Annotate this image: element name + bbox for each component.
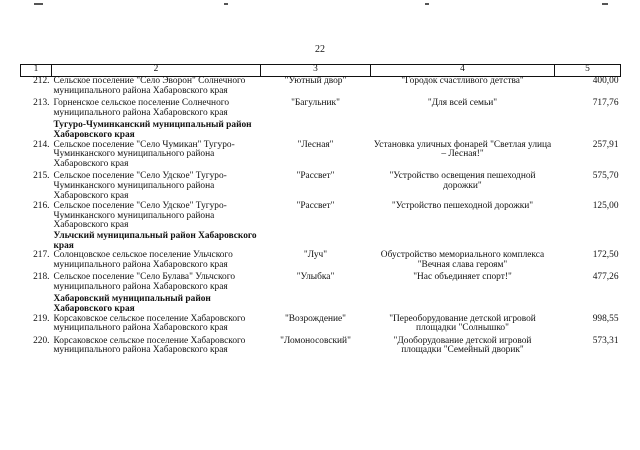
row-number: 212.	[33, 76, 50, 86]
settlement-name: Сельское поселение "Село Удское" Тугуро-Чуминканского муниципального района Хабаровского края	[53, 201, 227, 231]
project-name: "Уютный двор"	[284, 76, 347, 86]
project-name: "Рассвет"	[296, 171, 335, 182]
table-row	[21, 251, 621, 273]
amount: 400,00	[592, 76, 619, 86]
district-heading-row	[21, 232, 621, 251]
amount: 998,55	[592, 313, 619, 324]
page-number: 22	[315, 44, 325, 55]
scan-mark	[602, 3, 608, 5]
projects-table	[20, 64, 621, 359]
project-name: "Возрождение"	[284, 313, 347, 324]
project-title: Обустройство мемориального комплекса "Вечная слава героям"	[380, 250, 545, 270]
row-number: 213.	[33, 98, 50, 109]
row-number: 218.	[33, 272, 50, 283]
project-title: "Устройство освещения пешеходной дорожки"	[389, 171, 536, 191]
table-row	[21, 202, 621, 232]
district-heading-row	[21, 121, 621, 140]
scan-mark	[34, 3, 43, 5]
column-header: 5	[555, 65, 621, 77]
amount: 575,70	[592, 171, 619, 182]
project-title: "Устройство пешеходной дорожки"	[391, 201, 534, 212]
project-title: "Для всей семьи"	[427, 98, 498, 109]
row-number: 215.	[33, 171, 50, 182]
empty-cell	[261, 232, 621, 251]
column-header: 1	[21, 65, 52, 77]
project-title: "Дооборудование детской игровой площадки "Семейный дворик"	[393, 335, 532, 356]
settlement-name: Солонцовское сельское поселение Ульчского муниципального района Хабаровского края	[53, 250, 233, 270]
table-row	[21, 273, 621, 295]
empty-cell	[261, 121, 621, 140]
amount: 477,26	[592, 272, 619, 283]
row-number: 214.	[33, 139, 50, 150]
project-name: "Рассвет"	[296, 201, 335, 212]
settlement-name: Сельское поселение "Село Булава" Ульчского муниципального района Хабаровского края	[53, 272, 236, 292]
project-title: "Городок счастливого детства"	[401, 76, 524, 86]
project-title: "Нас объединяет спорт!"	[413, 272, 512, 283]
empty-cell	[21, 121, 52, 140]
table-row	[21, 315, 621, 337]
project-name: "Лесная"	[297, 139, 334, 150]
empty-cell	[261, 295, 621, 314]
district-heading: Хабаровский муниципальный район Хабаровского края	[53, 294, 211, 315]
amount: 573,31	[592, 335, 619, 346]
table-row	[21, 99, 621, 121]
district-heading-row	[21, 295, 621, 314]
settlement-name: Горненское сельское поселение Солнечного муниципального района Хабаровского края	[53, 98, 230, 118]
table-row	[21, 337, 621, 359]
amount: 125,00	[592, 201, 619, 212]
project-name: "Багульник"	[291, 98, 340, 109]
project-name: "Луч"	[303, 250, 328, 261]
settlement-name: Сельское поселение "Село Эворон" Солнечного муниципального района Хабаровского края	[53, 76, 246, 96]
row-number: 220.	[33, 335, 50, 346]
district-heading: Тугуро-Чуминканский муниципальный район Хабаровского края	[53, 120, 252, 140]
scan-mark	[425, 3, 429, 5]
project-name: "Ломоносовский"	[280, 335, 351, 346]
column-header: 4	[371, 65, 555, 77]
row-number: 219.	[33, 313, 50, 324]
amount: 172,50	[592, 250, 619, 261]
table-row	[21, 77, 621, 100]
row-number: 216.	[33, 201, 50, 212]
settlement-name: Сельское поселение "Село Чумикан" Тугуро-Чуминканского муниципального района Хабаровского края	[53, 139, 235, 169]
settlement-name: Корсаковское сельское поселение Хабаровского муниципального района Хабаровского края	[53, 335, 246, 356]
column-header: 3	[261, 65, 371, 77]
empty-cell	[21, 232, 52, 251]
table-header-row	[21, 65, 621, 77]
district-heading: Ульчский муниципальный район Хабаровского края	[53, 230, 257, 251]
table-row	[21, 172, 621, 202]
project-title: "Переоборудование детской игровой площадки "Солнышко"	[389, 313, 536, 334]
project-name: "Улыбка"	[296, 272, 335, 283]
project-title: Установка уличных фонарей "Светлая улица – Лесная!"	[373, 139, 552, 160]
amount: 257,91	[592, 139, 619, 150]
empty-cell	[21, 295, 52, 314]
column-header: 2	[52, 65, 261, 77]
row-number: 217.	[33, 250, 50, 261]
amount: 717,76	[592, 98, 619, 109]
settlement-name: Корсаковское сельское поселение Хабаровского муниципального района Хабаровского края	[53, 313, 246, 334]
table-row	[21, 141, 621, 173]
settlement-name: Сельское поселение "Село Удское" Тугуро-Чуминканского муниципального района Хабаровского края	[53, 171, 227, 201]
scan-mark	[224, 3, 228, 5]
